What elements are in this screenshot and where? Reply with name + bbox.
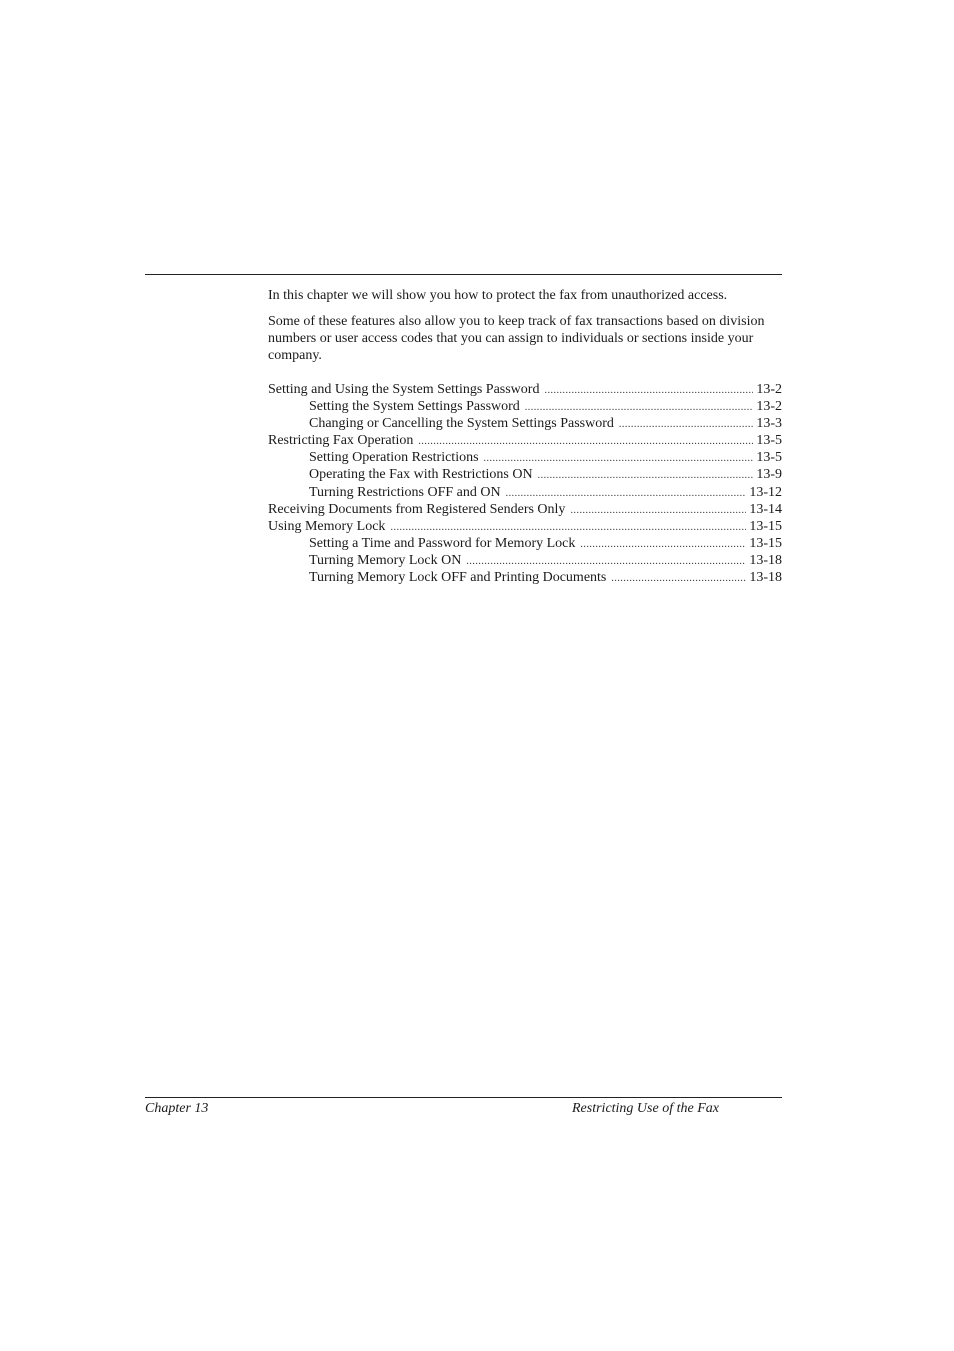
toc-entry-title: Using Memory Lock (268, 518, 386, 534)
toc-dot-leader (484, 450, 754, 467)
toc-entry-page: 13-14 (749, 501, 782, 517)
toc-entry[interactable] (268, 381, 782, 398)
toc-entry-title: Turning Memory Lock OFF and Printing Documents (309, 570, 607, 586)
header-rule (145, 274, 782, 275)
toc-entry-title: Setting and Using the System Settings Password (268, 382, 540, 397)
toc-dot-leader (580, 536, 746, 553)
toc-entry-page: 13-9 (756, 467, 782, 483)
intro-paragraph-1: In this chapter we will show you how to protect the fax from unauthorized access. (268, 288, 728, 303)
toc-entry-title: Changing or Cancelling the System Settings Password (309, 416, 614, 432)
toc-dot-leader (506, 485, 747, 502)
toc-dot-leader (418, 433, 753, 450)
toc-entry-title: Setting a Time and Password for Memory Lock (309, 535, 576, 551)
toc-entry-page: 13-18 (749, 552, 782, 568)
toc-entry[interactable] (268, 432, 782, 449)
toc-dot-leader (538, 467, 754, 484)
toc-entry[interactable] (268, 398, 782, 415)
toc-entry[interactable] (268, 535, 782, 552)
toc-entry-title: Turning Restrictions OFF and ON (309, 484, 501, 500)
toc-entry-page: 13-5 (756, 450, 782, 466)
toc-entry[interactable] (268, 466, 782, 483)
toc-entry-page: 13-15 (749, 518, 782, 534)
toc-entry-title: Restricting Fax Operation (268, 433, 414, 449)
toc-entry-title: Turning Memory Lock ON (309, 552, 462, 568)
toc-dot-leader (544, 382, 753, 399)
toc-dot-leader (466, 553, 746, 570)
toc-dot-leader (619, 416, 753, 433)
toc-entry-title: Receiving Documents from Registered Senders Only (268, 501, 566, 517)
toc-entry-page: 13-5 (756, 433, 782, 449)
toc-dot-leader (611, 570, 746, 587)
toc-entry[interactable] (268, 449, 782, 466)
footer-rule (145, 1097, 782, 1098)
toc-entry[interactable] (268, 415, 782, 432)
toc-dot-leader (570, 502, 746, 519)
toc-entry-title: Setting the System Settings Password (309, 399, 520, 415)
toc-entry-title: Operating the Fax with Restrictions ON (309, 467, 533, 483)
intro-paragraph-2: Some of these features also allow you to keep track of fax transactions based on division numbers or user access codes that you can assign to individuals or sections inside your company. (268, 314, 765, 363)
footer-chapter-number: Chapter 13 (145, 1101, 209, 1116)
toc-entry-page: 13-3 (756, 416, 782, 432)
table-of-contents (268, 381, 782, 586)
toc-entry[interactable] (268, 518, 782, 535)
toc-entry[interactable] (268, 484, 782, 501)
toc-entry-title: Setting Operation Restrictions (309, 450, 479, 466)
footer-chapter-title: Restricting Use of the Fax (572, 1101, 719, 1116)
toc-entry-page: 13-2 (756, 399, 782, 415)
toc-entry[interactable] (268, 501, 782, 518)
toc-entry-page: 13-18 (749, 570, 782, 586)
toc-entry-page: 13-2 (756, 382, 782, 397)
toc-entry[interactable] (268, 552, 782, 569)
toc-dot-leader (390, 519, 746, 536)
toc-entry[interactable] (268, 569, 782, 586)
toc-entry-page: 13-15 (749, 535, 782, 551)
toc-dot-leader (525, 399, 754, 416)
toc-entry-page: 13-12 (749, 484, 782, 500)
